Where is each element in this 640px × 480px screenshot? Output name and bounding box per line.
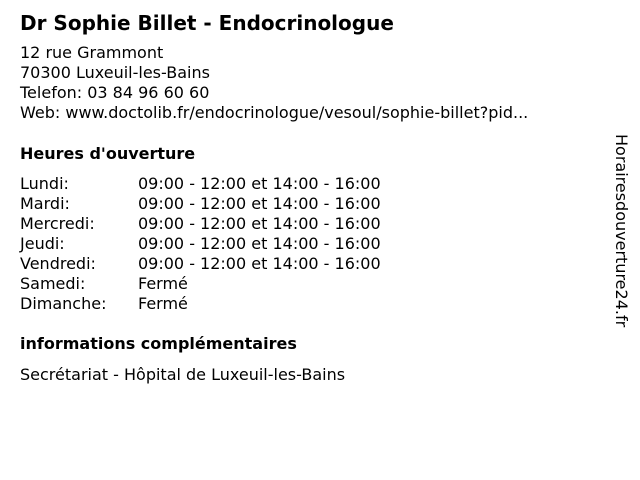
day-label: Lundi: [20, 174, 69, 193]
additional-info-text: Secrétariat - Hôpital de Luxeuil-les-Bains [20, 365, 346, 384]
hours-row [20, 294, 381, 314]
day-label: Mercredi: [20, 214, 95, 233]
hours-row [20, 254, 381, 274]
phone-number: Telefon: 03 84 96 60 60 [20, 83, 210, 102]
hours-row [20, 274, 381, 294]
hours-row [20, 214, 381, 234]
page-title: Dr Sophie Billet - Endocrinologue [20, 11, 394, 35]
day-hours: 09:00 - 12:00 et 14:00 - 16:00 [138, 234, 381, 253]
day-label: Jeudi: [20, 234, 65, 253]
address-city: 70300 Luxeuil-les-Bains [20, 63, 210, 82]
day-hours: 09:00 - 12:00 et 14:00 - 16:00 [138, 254, 381, 273]
contact-block [20, 43, 528, 123]
day-label: Vendredi: [20, 254, 96, 273]
day-hours: 09:00 - 12:00 et 14:00 - 16:00 [138, 174, 381, 193]
address-street: 12 rue Grammont [20, 43, 164, 62]
side-brand-watermark: Horairesdouverture24.fr [612, 134, 631, 328]
day-label: Mardi: [20, 194, 70, 213]
day-hours: Fermé [138, 274, 188, 293]
day-hours: Fermé [138, 294, 188, 313]
day-label: Samedi: [20, 274, 86, 293]
opening-hours-table [20, 174, 381, 314]
hours-row [20, 174, 381, 194]
hours-row [20, 234, 381, 254]
additional-info-heading: informations complémentaires [20, 334, 297, 353]
day-label: Dimanche: [20, 294, 107, 313]
hours-row [20, 194, 381, 214]
website-link[interactable]: Web: www.doctolib.fr/endocrinologue/vesoul/sophie-billet?pid... [20, 103, 529, 122]
day-hours: 09:00 - 12:00 et 14:00 - 16:00 [138, 194, 381, 213]
opening-hours-heading: Heures d'ouverture [20, 144, 196, 163]
day-hours: 09:00 - 12:00 et 14:00 - 16:00 [138, 214, 381, 233]
